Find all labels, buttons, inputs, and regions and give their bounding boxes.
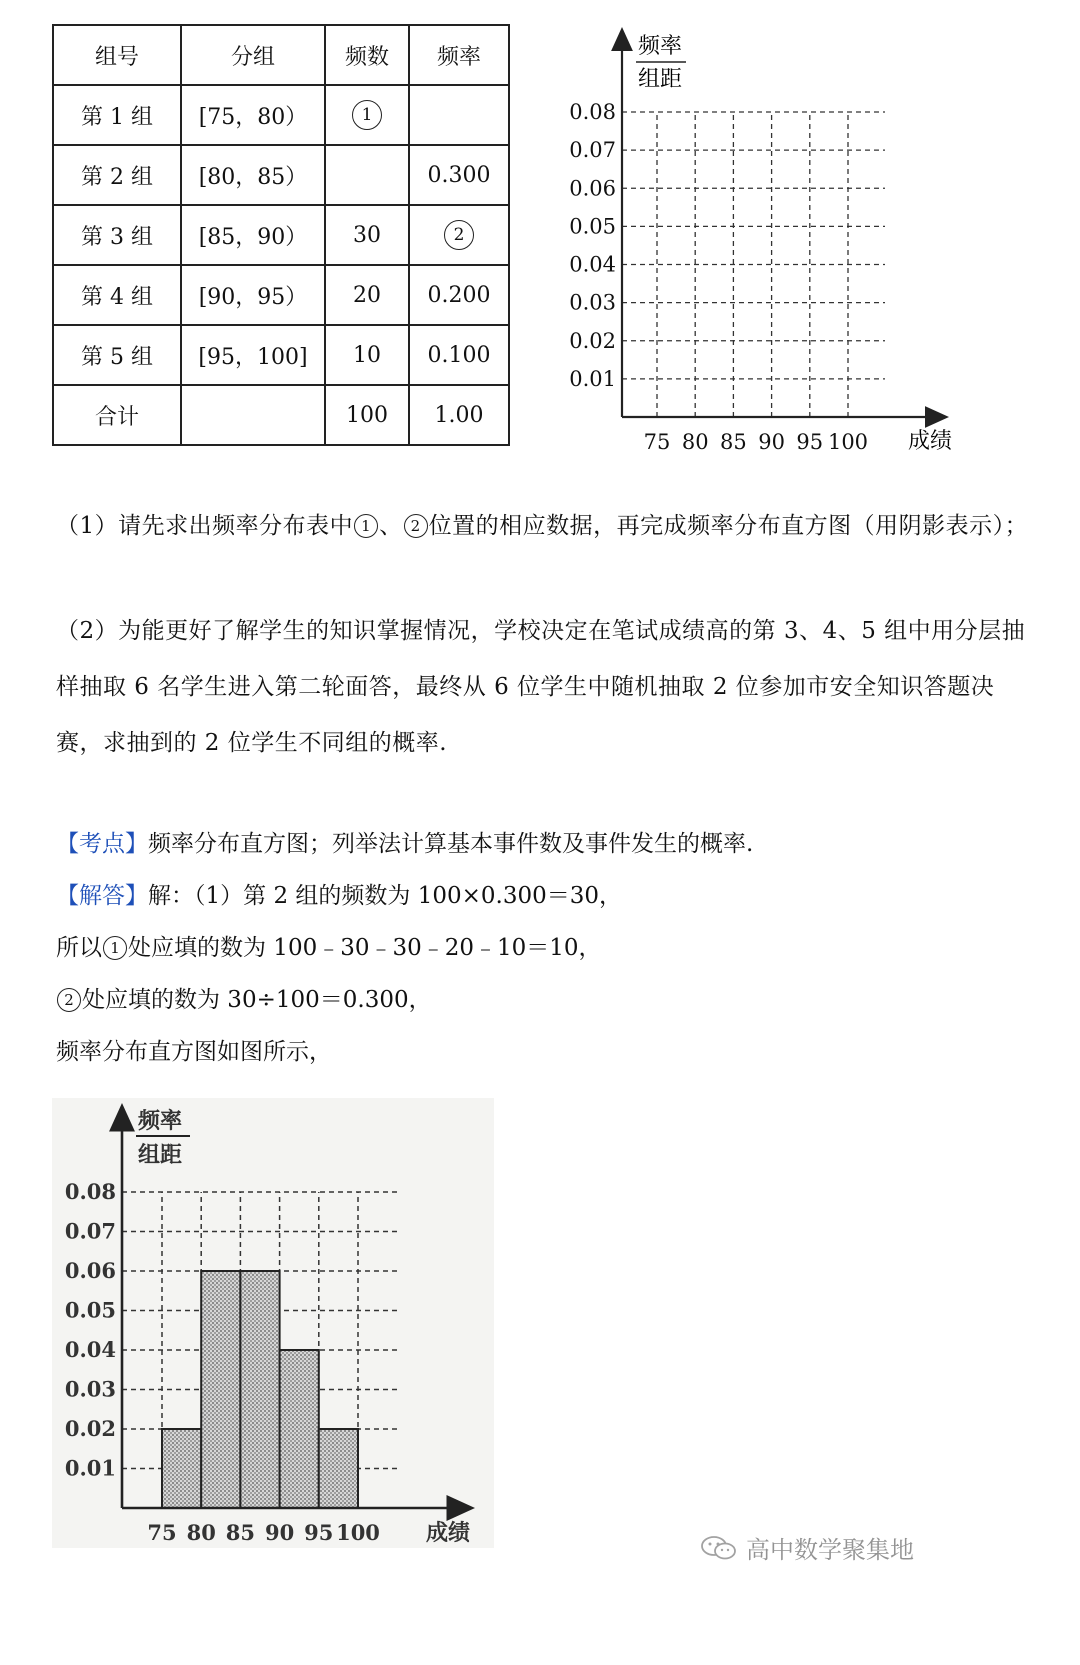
separator: 、	[379, 513, 403, 539]
y-axis-label-bottom: 组距	[138, 1142, 183, 1168]
table-row	[53, 205, 509, 265]
cell-range: [85，90）	[181, 205, 325, 265]
cell-count	[325, 145, 409, 205]
cell-range: [95，100]	[181, 325, 325, 385]
x-tick-label: 85	[225, 1520, 256, 1545]
cell-count: 20	[325, 265, 409, 325]
question-text: 位置的相应数据，再完成频率分布直方图（用阴影表示）；	[428, 513, 1029, 539]
y-tick-label: 0.08	[64, 1179, 116, 1204]
kaodian-line	[56, 818, 1036, 870]
cell-group: 第 5 组	[53, 325, 181, 385]
cell-count: 30	[325, 205, 409, 265]
kaodian-text: 频率分布直方图；列举法计算基本事件数及事件发生的概率.	[148, 831, 754, 857]
table-row	[53, 325, 509, 385]
x-axis-label: 成绩	[426, 1520, 471, 1546]
cell-group: 第 3 组	[53, 205, 181, 265]
x-tick-label: 95	[796, 430, 824, 454]
cell-range	[181, 385, 325, 445]
solution-line-2	[56, 922, 1036, 974]
y-tick-label: 0.06	[64, 1258, 116, 1283]
y-tick-label: 0.07	[569, 138, 616, 163]
x-tick-label: 75	[147, 1520, 177, 1545]
cell-range: [80，85）	[181, 145, 325, 205]
cell-range: [90，95）	[181, 265, 325, 325]
empty-histogram-axes	[560, 20, 980, 470]
jieda-line	[56, 870, 1036, 922]
x-axis-label: 成绩	[908, 429, 953, 454]
cell-group: 第 4 组	[53, 265, 181, 325]
x-tick-label: 80	[681, 430, 709, 454]
y-axis-label-top: 频率	[638, 34, 683, 59]
wechat-icon	[700, 1535, 738, 1561]
circled-mark-1: 1	[352, 100, 382, 130]
question-part-1	[56, 498, 1036, 554]
table-row	[53, 265, 509, 325]
y-tick-label: 0.05	[569, 214, 616, 239]
cell-range: [75，80）	[181, 85, 325, 145]
cell-count: 100	[325, 385, 409, 445]
y-tick-label: 0.03	[64, 1376, 116, 1402]
solution-line-3	[56, 974, 1036, 1026]
solution-text: 处应填的数为 30÷100＝0.300，	[82, 987, 432, 1013]
header-frequency: 频率	[409, 25, 509, 85]
frequency-table	[52, 24, 510, 446]
histogram-bar	[201, 1271, 240, 1508]
y-tick-label: 0.07	[64, 1218, 116, 1244]
cell-frequency: 1.00	[409, 385, 509, 445]
x-tick-label: 95	[304, 1520, 334, 1545]
watermark	[700, 1530, 914, 1565]
y-tick-label: 0.04	[64, 1337, 116, 1362]
cell-frequency: 0.300	[409, 145, 509, 205]
x-tick-label: 100	[827, 430, 869, 454]
table-row	[53, 85, 509, 145]
kaodian-tag: 【考点】	[56, 831, 148, 857]
y-tick-label: 0.06	[569, 176, 616, 201]
histogram-bar	[162, 1429, 201, 1508]
x-tick-label: 80	[186, 1520, 216, 1545]
table-header-row	[53, 25, 509, 85]
cell-frequency: 0.100	[409, 325, 509, 385]
y-tick-label: 0.02	[569, 328, 616, 353]
question-text: （1）请先求出频率分布表中	[56, 513, 354, 539]
circled-mark-1: 1	[354, 514, 378, 538]
histogram-bar	[319, 1429, 358, 1508]
histogram-bar	[280, 1350, 319, 1508]
y-tick-label: 0.08	[569, 100, 616, 124]
cell-group: 合计	[53, 385, 181, 445]
solution-text: 处应填的数为 100﹣30﹣30﹣20﹣10＝10，	[128, 935, 602, 961]
circled-mark-2: 2	[404, 514, 428, 538]
solution-text: 所以	[56, 935, 102, 961]
y-tick-label: 0.03	[569, 290, 616, 315]
chart-2-grid-and-bars	[65, 1179, 400, 1545]
question-part-2: （2）为能更好了解学生的知识掌握情况，学校决定在笔试成绩高的第 3、4、5 组中用分层抽样抽取 6 名学生进入第二轮面答，最终从 6 位学生中随机抽取 2 位参加市安全知识答题决赛，求抽到的 2 位学生不同组的概率.	[56, 618, 1026, 756]
cell-count: 10	[325, 325, 409, 385]
solution-line-4: 频率分布直方图如图所示，	[56, 1039, 332, 1065]
solution-line-1: 解：（1）第 2 组的频数为 100×0.300＝30，	[148, 883, 622, 909]
cell-frequency	[409, 205, 509, 265]
cell-frequency: 0.200	[409, 265, 509, 325]
x-tick-label: 85	[720, 430, 747, 454]
cell-group: 第 1 组	[53, 85, 181, 145]
cell-frequency	[409, 85, 509, 145]
x-tick-label: 100	[336, 1520, 380, 1545]
histogram-bar	[240, 1271, 279, 1508]
y-tick-label: 0.05	[64, 1297, 116, 1323]
y-axis-label-top: 频率	[138, 1108, 183, 1134]
header-group-no: 组号	[53, 25, 181, 85]
cell-count	[325, 85, 409, 145]
circled-mark-2: 2	[57, 988, 81, 1012]
circled-mark-2: 2	[444, 220, 474, 250]
y-tick-label: 0.01	[64, 1455, 116, 1481]
chart-1-grid	[569, 100, 885, 454]
header-range: 分组	[181, 25, 325, 85]
table-row-total	[53, 385, 509, 445]
watermark-text: 高中数学聚集地	[746, 1536, 914, 1564]
circled-mark-1: 1	[103, 936, 127, 960]
jieda-tag: 【解答】	[56, 883, 148, 909]
y-tick-label: 0.02	[64, 1416, 116, 1441]
frequency-histogram	[52, 1098, 494, 1558]
header-count: 频数	[325, 25, 409, 85]
cell-group: 第 2 组	[53, 145, 181, 205]
x-tick-label: 90	[758, 430, 785, 454]
y-tick-label: 0.04	[569, 252, 616, 277]
y-tick-label: 0.01	[569, 366, 616, 391]
x-tick-label: 75	[643, 430, 671, 454]
y-axis-label-bottom: 组距	[638, 67, 683, 92]
x-tick-label: 90	[264, 1520, 295, 1545]
table-row	[53, 145, 509, 205]
